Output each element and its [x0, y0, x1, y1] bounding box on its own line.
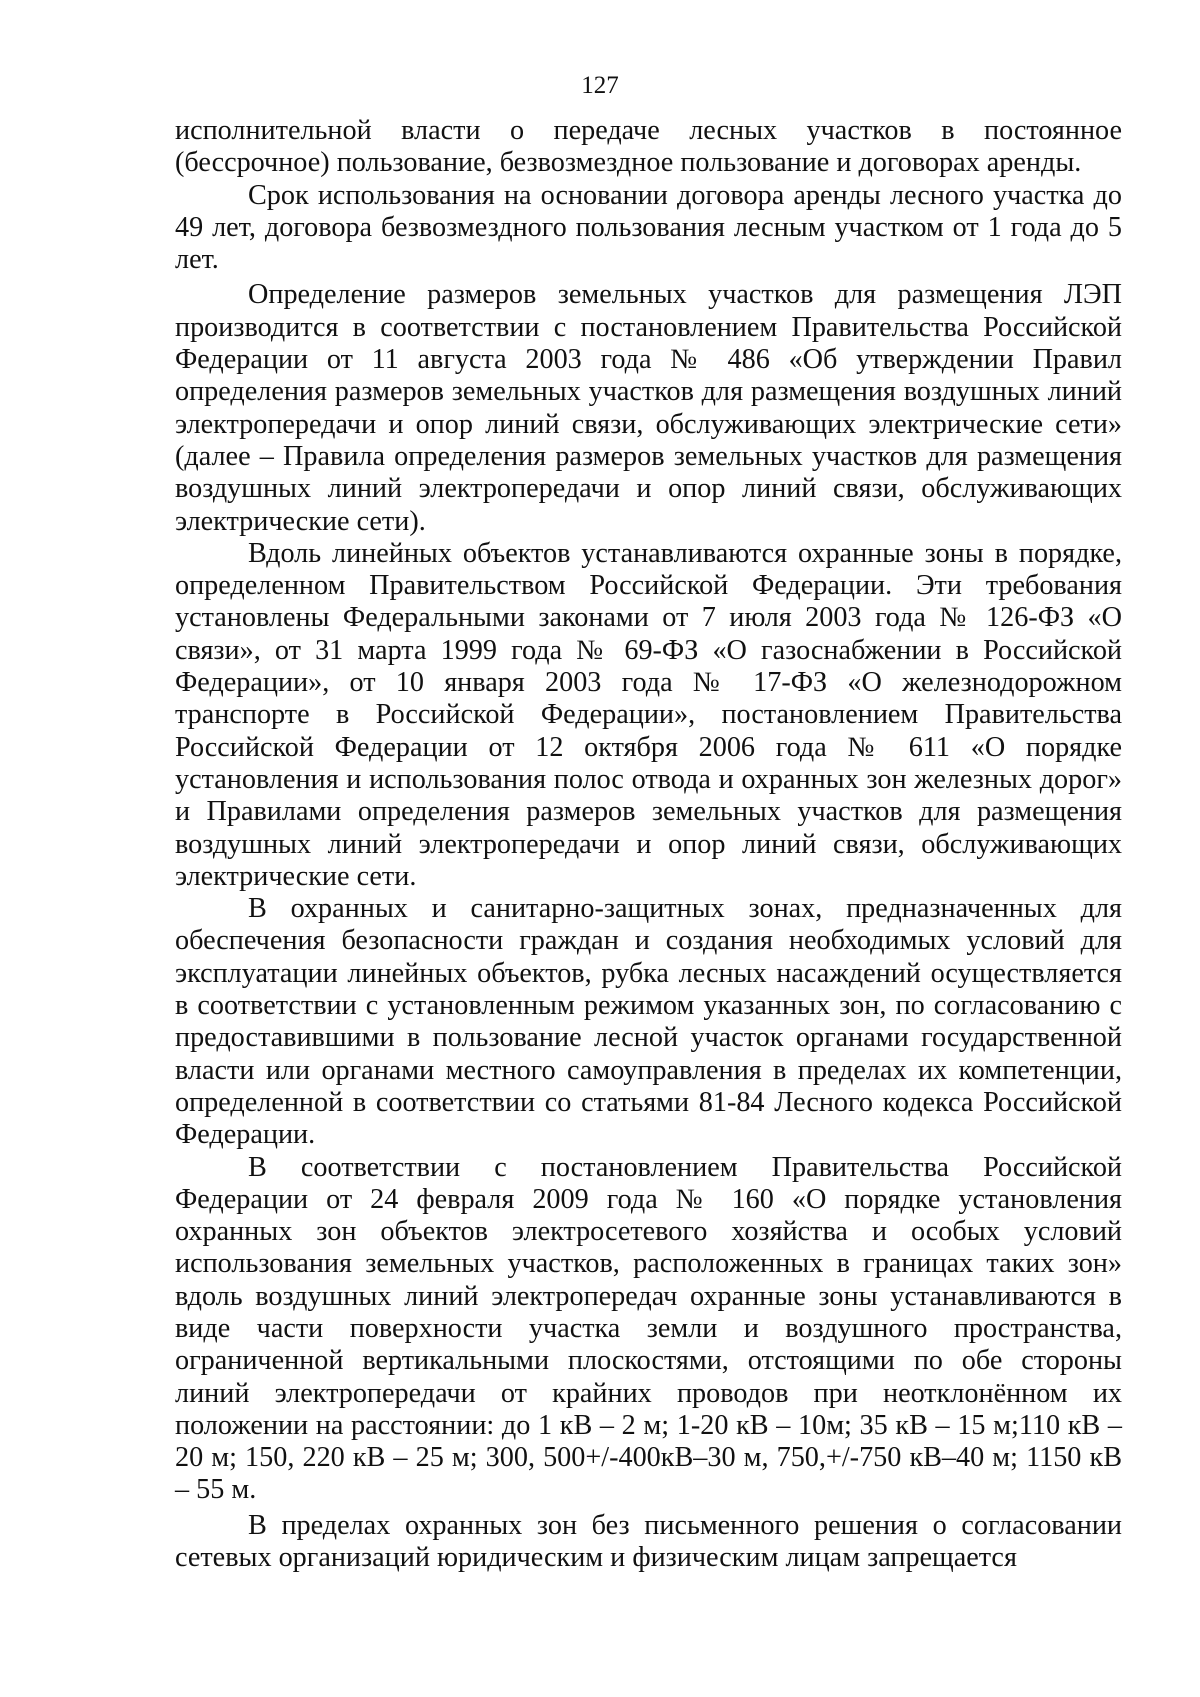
paragraph-tree-felling: В охранных и санитарно-защитных зонах, предназначенных для обеспечения безопасности граждан и создания необходимых условий для эксплуатации линейных объектов, рубка лесных насаждений осуществляется в соответствии с установленным режимом указанных зон, по согласованию с предоставившими в пользование лесной участок органами государственной власти или органами местного самоуправления в пределах их компетенции, определенной в соответствии со статьями 81-84 Лесного кодекса Российской Федерации. [175, 893, 1122, 1151]
paragraph-land-plot-sizes: Определение размеров земельных участков для размещения ЛЭП производится в соответствии с постановлением Правительства Российской Федерации от 11 августа 2003 года № 486 «Об утверждении Правил определения размеров земельных участков для размещения воздушных линий электропередачи и опор линий связи, обслуживающих электрические сети» (далее – Правила определения размеров земельных участков для размещения воздушных линий электропередачи и опор линий связи, обслуживающих электрические сети). [175, 279, 1122, 537]
paragraph-prohibitions: В пределах охранных зон без письменного решения о согласовании сетевых организаций юридическим и физическим лицам запрещается [175, 1509, 1122, 1574]
paragraph-protection-zones: Вдоль линейных объектов устанавливаются охранные зоны в порядке, определенном Правительством Российской Федерации. Эти требования установлены Федеральными законами от 7 июля 2003 года № 126-ФЗ «О связи», от 31 марта 1999 года № 69-ФЗ «О газоснабжении в Российской Федерации», от 10 января 2003 года № 17-ФЗ «О железнодорожном транспорте в Российской Федерации», постановлением Правительства Российской Федерации от 12 октября 2006 года № 611 «О порядке установления и использования полос отвода и охранных зон железных дорог» и Правилами определения размеров земельных участков для размещения воздушных линий электропередачи и опор линий связи, обслуживающих электрические сети. [175, 537, 1122, 892]
page-number: 127 [581, 72, 619, 99]
paragraph-power-line-zones: В соответствии с постановлением Правительства Российской Федерации от 24 февраля 2009 года № 160 «О порядке установления охранных зон объектов электросетевого хозяйства и особых условий использования земельных участков, расположенных в границах таких зон» вдоль воздушных линий электропередач охранные зоны устанавливаются в виде части поверхности участка земли и воздушного пространства, ограниченной вертикальными плоскостями, отстоящими по обе стороны линий электропередачи от крайних проводов при неотклонённом их положении на расстоянии: до 1 кВ – 2 м; 1-20 кВ – 10м; 35 кВ – 15 м;110 кВ – 20 м; 150, 220 кВ – 25 м; 300, 500+/-400кВ–30 м, 750,+/-750 кВ–40 м; 1150 кВ – 55 м. [175, 1151, 1122, 1506]
paragraph-lease-term: Срок использования на основании договора аренды лесного участка до 49 лет, договора безвозмездного пользования лесным участком от 1 года до 5 лет. [175, 179, 1122, 276]
paragraph-continuation: исполнительной власти о передаче лесных участков в постоянное (бессрочное) пользование, безвозмездное пользование и договорах аренды. [175, 115, 1122, 179]
document-body [175, 115, 1122, 1574]
